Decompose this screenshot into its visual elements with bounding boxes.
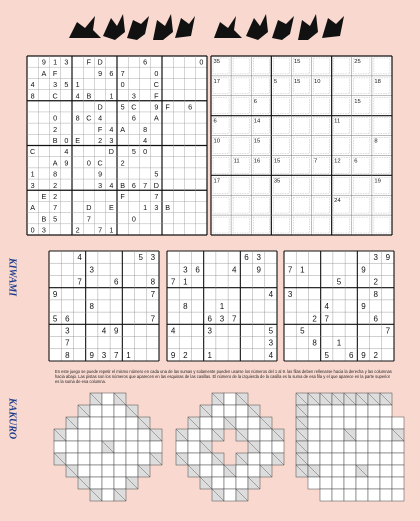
sudoku-9-cell-value: 9 [361,265,366,275]
sudoku-16-cell-value: 3 [154,203,159,213]
sudoku-16-cell-value: 4 [109,124,114,134]
sudoku-16-cell-value: 4 [75,91,80,101]
sudoku-16-cell-value: E [75,136,81,146]
sudoku-16-cell-value: 0 [199,57,204,67]
sudoku-16-cell-value: 8 [143,124,148,134]
sudoku-9-cell-value: 5 [336,277,342,287]
sudoku-9-cell-value: 1 [336,338,342,348]
sudoku-9-cell-value: 4 [324,302,330,312]
sudoku-16-cell-value: 0 [131,214,136,224]
sudoku-16-cell-value: F [120,191,125,201]
sudoku-9-cell-value: 1 [207,350,213,360]
side-label-upper [4,258,20,299]
killer-cage-sum: 16 [253,158,261,165]
sudoku-9-cell-value: 5 [52,314,58,324]
sudoku-16-cell-value: 5 [131,147,136,157]
sudoku-9-cell-value: 7 [150,314,156,324]
sudoku-9-cell-value: 5 [268,326,274,336]
kakuro-rules-text: En este juego se puede repetir el mismo número en cada una de las sumas y solamente pueden usarse los números del 1 al 9. las filas deben rellenarse hacia la derecha y las columnas hacia abajo. Las pistas son los números que aparecen en las esquinas de las casillas. El número de la izquierda de la casilla es la suma de esa fila y el que aparece en la parte superior es la suma de esa columna. [55,369,392,385]
sudoku-9-cell-value: 1 [219,302,225,312]
sudoku-9-cell-value: 6 [244,253,249,263]
sudoku-16-cell-value: 7 [86,214,91,224]
sudoku-16-cell-value: 3 [98,180,103,190]
sudoku-16-cell-value: 5 [120,102,125,112]
sudoku-9-cell-value: 3 [287,289,293,299]
sudoku-9-cell-value: 1 [300,265,305,275]
sudoku-16-cell-value: 6 [131,180,136,190]
sudoku-9-cell-value: 7 [113,350,119,360]
sudoku-9-cell-value: 8 [373,289,378,299]
sudoku-16-cell-value: 0 [53,113,58,123]
sudoku-9-cell-value: 3 [101,350,107,360]
sudoku-16-cell-value: 1 [109,225,114,235]
sudoku-16-cell-value: F [165,102,170,112]
sudoku-16-cell-value: B [120,180,126,190]
killer-cage-sum: 12 [334,158,341,165]
killer-cage-sum: 10 [314,78,321,85]
killer-cage-sum: 15 [354,98,361,105]
sudoku-16-cell-value: 4 [98,113,103,123]
sudoku-16-cell-value: 3 [109,136,114,146]
sudoku-16-cell-value: B [52,136,58,146]
sudoku-16-cell-value: 8 [75,113,80,123]
sudoku-9-cell-value: 5 [138,253,143,263]
sudoku-9-cell-value: 6 [373,314,378,324]
sudoku-16-cell-value: 2 [53,180,58,190]
sudoku-16-cell-value: 0 [64,136,69,146]
sudoku-16-cell-value: 1 [53,57,58,67]
sudoku-16-cell-value: 8 [53,169,58,179]
sudoku-9-cell-value: 7 [77,277,82,287]
killer-cage-sum: 11 [233,158,240,165]
killer-cage-sum: 35 [273,178,281,185]
sudoku-16-cell-value: 8 [30,91,35,101]
sudoku-16-cell-value: 2 [53,191,58,201]
sudoku-16-cell-value: 3 [53,80,58,90]
sudoku-9-cell-value: 3 [219,314,225,324]
killer-sudoku-grid [210,55,393,236]
side-label-lower [4,398,20,442]
sudoku-16-cell-value: C [30,147,36,157]
sudoku-16-cell-value: 2 [120,158,125,168]
sudoku-16-cell-value: 1 [75,80,80,90]
sudoku-9-cell-value: 6 [65,314,70,324]
sudoku-16-cell-value: C [153,80,159,90]
killer-cage-sum: 18 [374,78,381,85]
sudoku-16-cell-value: 4 [64,147,69,157]
sudoku-16-cell-value: 0 [143,147,148,157]
sudoku-16-cell-value: 7 [154,191,159,201]
sudoku-9-cell-value: 7 [385,326,391,336]
sudoku-9x9-grid-2 [166,250,278,362]
kakuro-grid-1 [50,389,166,505]
sudoku-16-cell-value: 7 [98,225,103,235]
sudoku-9-cell-value: 9 [256,265,261,275]
sudoku-16x16-grid [26,55,208,236]
sudoku-9-cell-value: 9 [385,253,391,263]
sudoku-9-cell-value: 8 [65,350,70,360]
sudoku-16-cell-value: 9 [154,102,159,112]
sudoku-9-cell-value: 3 [373,253,378,263]
killer-cage-sum: 6 [253,98,257,105]
sudoku-9-cell-value: 3 [89,265,95,275]
sudoku-9-cell-value: 3 [207,326,213,336]
sudoku-16-cell-value: 1 [109,91,114,101]
killer-cage-sum: 5 [273,78,278,85]
sudoku-9-cell-value: 4 [268,289,274,299]
sudoku-9-cell-value: 5 [300,326,305,336]
sudoku-9-cell-value: 1 [126,350,131,360]
sudoku-16-cell-value: A [30,203,36,213]
sudoku-9-cell-value: 2 [312,314,317,324]
sudoku-9-cell-value: 1 [183,277,188,287]
sudoku-16-cell-value: 0 [86,158,91,168]
sudoku-16-cell-value: 7 [143,180,148,190]
sudoku-16-cell-value: A [153,113,159,123]
sudoku-16-cell-value: 9 [98,68,103,78]
killer-cage-sum: 17 [213,178,220,185]
sudoku-9-cell-value: 9 [89,350,95,360]
sudoku-16-cell-value: B [86,91,92,101]
sudoku-9-cell-value: 4 [77,253,82,263]
killer-cage-sum: 15 [293,78,301,85]
right-ninja-figures [212,10,352,44]
killer-cage-sum: 19 [374,178,381,185]
sudoku-9-cell-value: 4 [101,326,107,336]
sudoku-16-cell-value: 0 [120,80,125,90]
sudoku-9-cell-value: 3 [150,253,156,263]
killer-cage-sum: 17 [213,78,220,85]
sudoku-9-cell-value: 6 [195,265,200,275]
sudoku-16-cell-value: 7 [120,68,125,78]
sudoku-16-cell-value: D [153,180,159,190]
sudoku-9-cell-value: 7 [150,289,156,299]
sudoku-16-cell-value: 7 [53,203,58,213]
sudoku-9-cell-value: 8 [183,302,188,312]
sudoku-9-cell-value: 9 [361,302,366,312]
sudoku-9-cell-value: 8 [150,277,156,287]
sudoku-16-cell-value: D [108,147,114,157]
killer-cage-sum: 11 [334,118,341,125]
sudoku-16-cell-value: 0 [30,225,35,235]
sudoku-16-cell-value: F [52,68,58,78]
sudoku-16-cell-value: A [120,124,126,134]
sudoku-9-cell-value: 3 [268,338,274,348]
sudoku-9-cell-value: 6 [348,350,354,360]
sudoku-16-cell-value: E [41,191,47,201]
sudoku-16-cell-value: 9 [64,158,69,168]
sudoku-9-cell-value: 4 [231,265,237,275]
sudoku-9-cell-value: 8 [312,338,317,348]
sudoku-16-cell-value: 5 [53,214,58,224]
sudoku-16-cell-value: 3 [30,180,35,190]
sudoku-9-cell-value: 9 [361,350,366,360]
sudoku-16-cell-value: 4 [143,136,148,146]
sudoku-16-cell-value: 9 [98,169,103,179]
sudoku-16-cell-value: 2 [75,225,80,235]
killer-cage-sum: 35 [213,59,220,65]
killer-cage-sum: 24 [334,198,341,205]
sudoku-16-cell-value: F [154,91,159,101]
sudoku-16-cell-value: 6 [109,68,114,78]
sudoku-9-cell-value: 7 [65,338,70,348]
sudoku-9x9-grid-3 [283,250,395,362]
sudoku-16-cell-value: A [41,68,47,78]
sudoku-16-cell-value: D [86,203,92,213]
killer-cage-sum: 6 [354,158,358,165]
sudoku-16-cell-value: 3 [64,57,69,67]
sudoku-16-cell-value: 3 [41,225,46,235]
sudoku-9-cell-value: 2 [373,350,378,360]
sudoku-16-cell-value: 0 [154,68,159,78]
sudoku-16-cell-value: 5 [64,80,69,90]
sudoku-9-cell-value: 3 [65,326,70,336]
kakuro-grid-2 [172,389,288,505]
sudoku-9-cell-value: 7 [287,265,293,275]
side-label-upper-text: KIWAMI [6,258,18,297]
sudoku-9-cell-value: 7 [324,314,330,324]
left-ninja-figures [67,10,197,44]
sudoku-16-cell-value: C [86,113,92,123]
sudoku-16-cell-value: 6 [188,102,193,112]
killer-cage-sum: 10 [213,138,220,145]
sudoku-9-cell-value: 3 [256,253,261,263]
sudoku-16-cell-value: E [108,203,114,213]
sudoku-9-cell-value: 9 [52,289,58,299]
sudoku-16-cell-value: F [86,57,92,67]
killer-cage-sum: 14 [253,118,261,125]
sudoku-9-cell-value: 9 [170,350,176,360]
sudoku-16-cell-value: 4 [109,180,114,190]
killer-cage-sum: 15 [273,158,281,165]
sudoku-9-cell-value: 6 [113,277,119,287]
side-label-lower-text: KAKURO [6,398,18,440]
sudoku-9-cell-value: 6 [207,314,213,324]
sudoku-9-cell-value: 7 [170,277,176,287]
killer-cage-sum: 15 [293,59,301,65]
sudoku-9-cell-value: 4 [268,350,274,360]
killer-cage-sum: 8 [374,138,378,145]
sudoku-16-cell-value: B [41,214,47,224]
sudoku-16-cell-value: 5 [154,169,159,179]
sudoku-9-cell-value: 3 [183,265,188,275]
sudoku-16-cell-value: 9 [41,57,46,67]
sudoku-16-cell-value: 2 [53,124,58,134]
sudoku-16-cell-value: 1 [143,203,148,213]
killer-cage-sum: 7 [314,158,318,165]
kakuro-grid-3 [292,389,408,505]
sudoku-9-cell-value: 9 [113,326,119,336]
sudoku-9-cell-value: 7 [231,314,237,324]
sudoku-9-cell-value: 2 [183,350,188,360]
sudoku-16-cell-value: 6 [143,57,148,67]
sudoku-16-cell-value: 1 [30,169,35,179]
sudoku-16-cell-value: 6 [131,113,136,123]
sudoku-9-cell-value: 2 [373,277,378,287]
sudoku-16-cell-value: 4 [30,80,35,90]
sudoku-16-cell-value: D [97,102,103,112]
killer-cage-sum: 6 [213,118,217,125]
sudoku-9-cell-value: 4 [170,326,176,336]
sudoku-9-cell-value: 8 [89,302,95,312]
sudoku-16-cell-value: B [165,203,171,213]
sudoku-16-cell-value: F [97,124,103,134]
sudoku-16-cell-value: A [52,158,58,168]
killer-cage-sum: 25 [354,59,361,65]
sudoku-16-cell-value: C [52,91,58,101]
sudoku-9-cell-value: 5 [324,350,330,360]
sudoku-16-cell-value: 3 [131,91,136,101]
sudoku-9x9-grid-1 [48,250,160,362]
sudoku-16-cell-value: 2 [98,136,103,146]
sudoku-16-cell-value: C [131,102,137,112]
sudoku-16-cell-value: C [97,158,103,168]
sudoku-16-cell-value: D [97,57,103,67]
killer-cage-sum: 15 [253,138,261,145]
